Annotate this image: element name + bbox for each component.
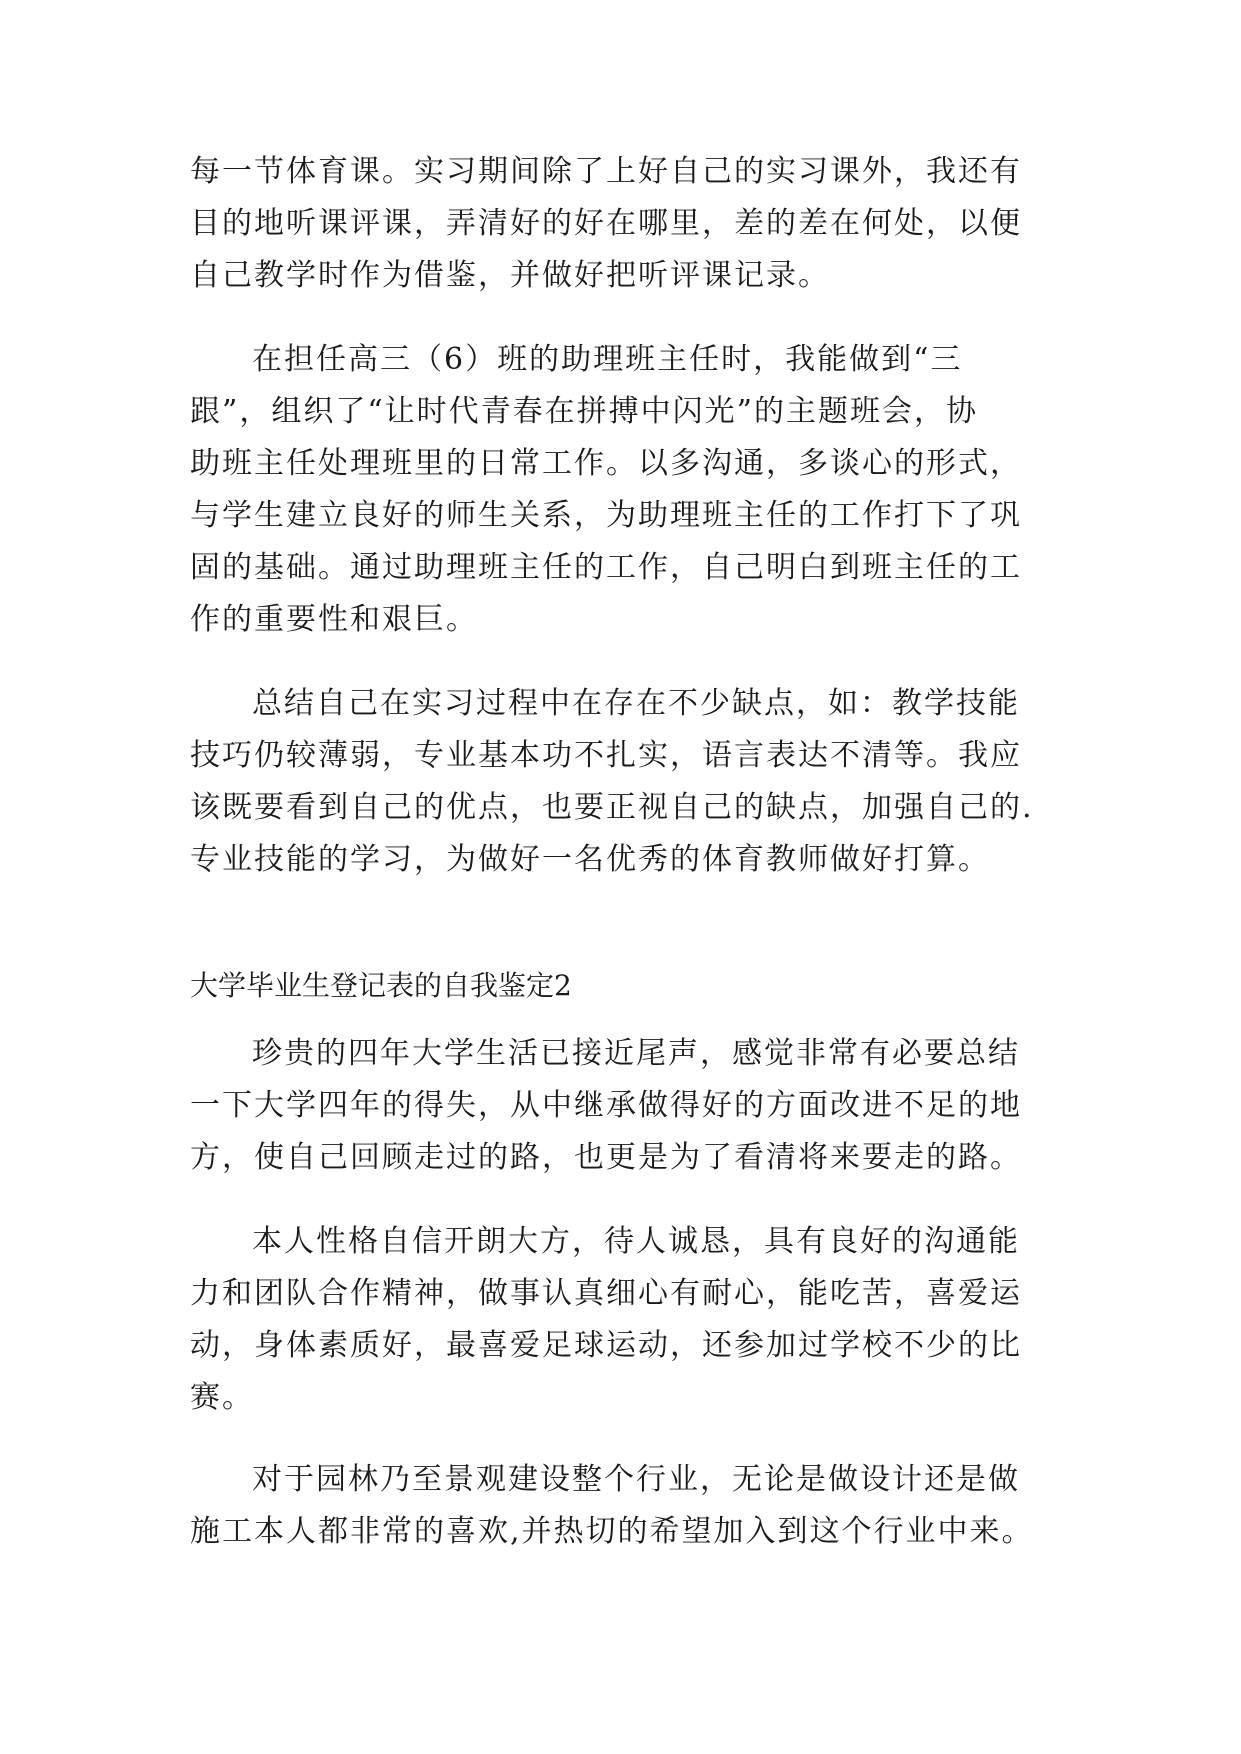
text-line: 自己教学时作为借鉴，并做好把听评课记录。 <box>190 258 830 293</box>
text-line: 总结自己在实习过程中在存在不少缺点，如：教学技能 <box>252 686 1020 721</box>
text-line: 专业技能的学习，为做好一名优秀的体育教师做好打算。 <box>190 842 990 877</box>
section-heading: 大学毕业生登记表的自我鉴定2 <box>190 969 572 1002</box>
text-line: 作的重要性和艰巨。 <box>190 602 478 637</box>
text-line: 与学生建立良好的师生关系，为助理班主任的工作打下了巩 <box>190 498 1022 533</box>
text-line: 方，使自己回顾走过的路，也更是为了看清将来要走的路。 <box>190 1140 1022 1175</box>
text-line: 一下大学四年的得失，从中继承做得好的方面改进不足的地 <box>190 1088 1022 1123</box>
text-line: 每一节体育课。实习期间除了上好自己的实习课外，我还有 <box>190 154 1022 189</box>
text-line: 该既要看到自己的优点，也要正视自己的缺点，加强自己的. <box>190 790 1034 825</box>
text-line: 力和团队合作精神，做事认真细心有耐心，能吃苦，喜爱运 <box>190 1276 1022 1311</box>
text-line: 跟”，组织了“让时代青春在拼搏中闪光”的主题班会，协 <box>190 394 979 429</box>
text-line: 技巧仍较薄弱，专业基本功不扎实，语言表达不清等。我应 <box>190 738 1022 773</box>
text-line: 珍贵的四年大学生活已接近尾声，感觉非常有必要总结 <box>252 1036 1020 1071</box>
text-line: 动，身体素质好，最喜爱足球运动，还参加过学校不少的比 <box>190 1328 1022 1363</box>
text-line: 在担任高三（6）班的助理班主任时，我能做到“三 <box>252 342 963 377</box>
text-line: 对于园林乃至景观建设整个行业，无论是做设计还是做 <box>252 1462 1020 1497</box>
text-line: 助班主任处理班里的日常工作。以多沟通，多谈心的形式， <box>190 446 1022 481</box>
text-line: 赛。 <box>190 1380 254 1415</box>
text-line: 施工本人都非常的喜欢,并热切的希望加入到这个行业中来。 <box>190 1514 1034 1549</box>
text-line: 目的地听课评课，弄清好的好在哪里，差的差在何处，以便 <box>190 206 1022 241</box>
text-line: 固的基础。通过助理班主任的工作，自己明白到班主任的工 <box>190 550 1022 585</box>
text-line: 本人性格自信开朗大方，待人诚恳，具有良好的沟通能 <box>252 1224 1020 1259</box>
